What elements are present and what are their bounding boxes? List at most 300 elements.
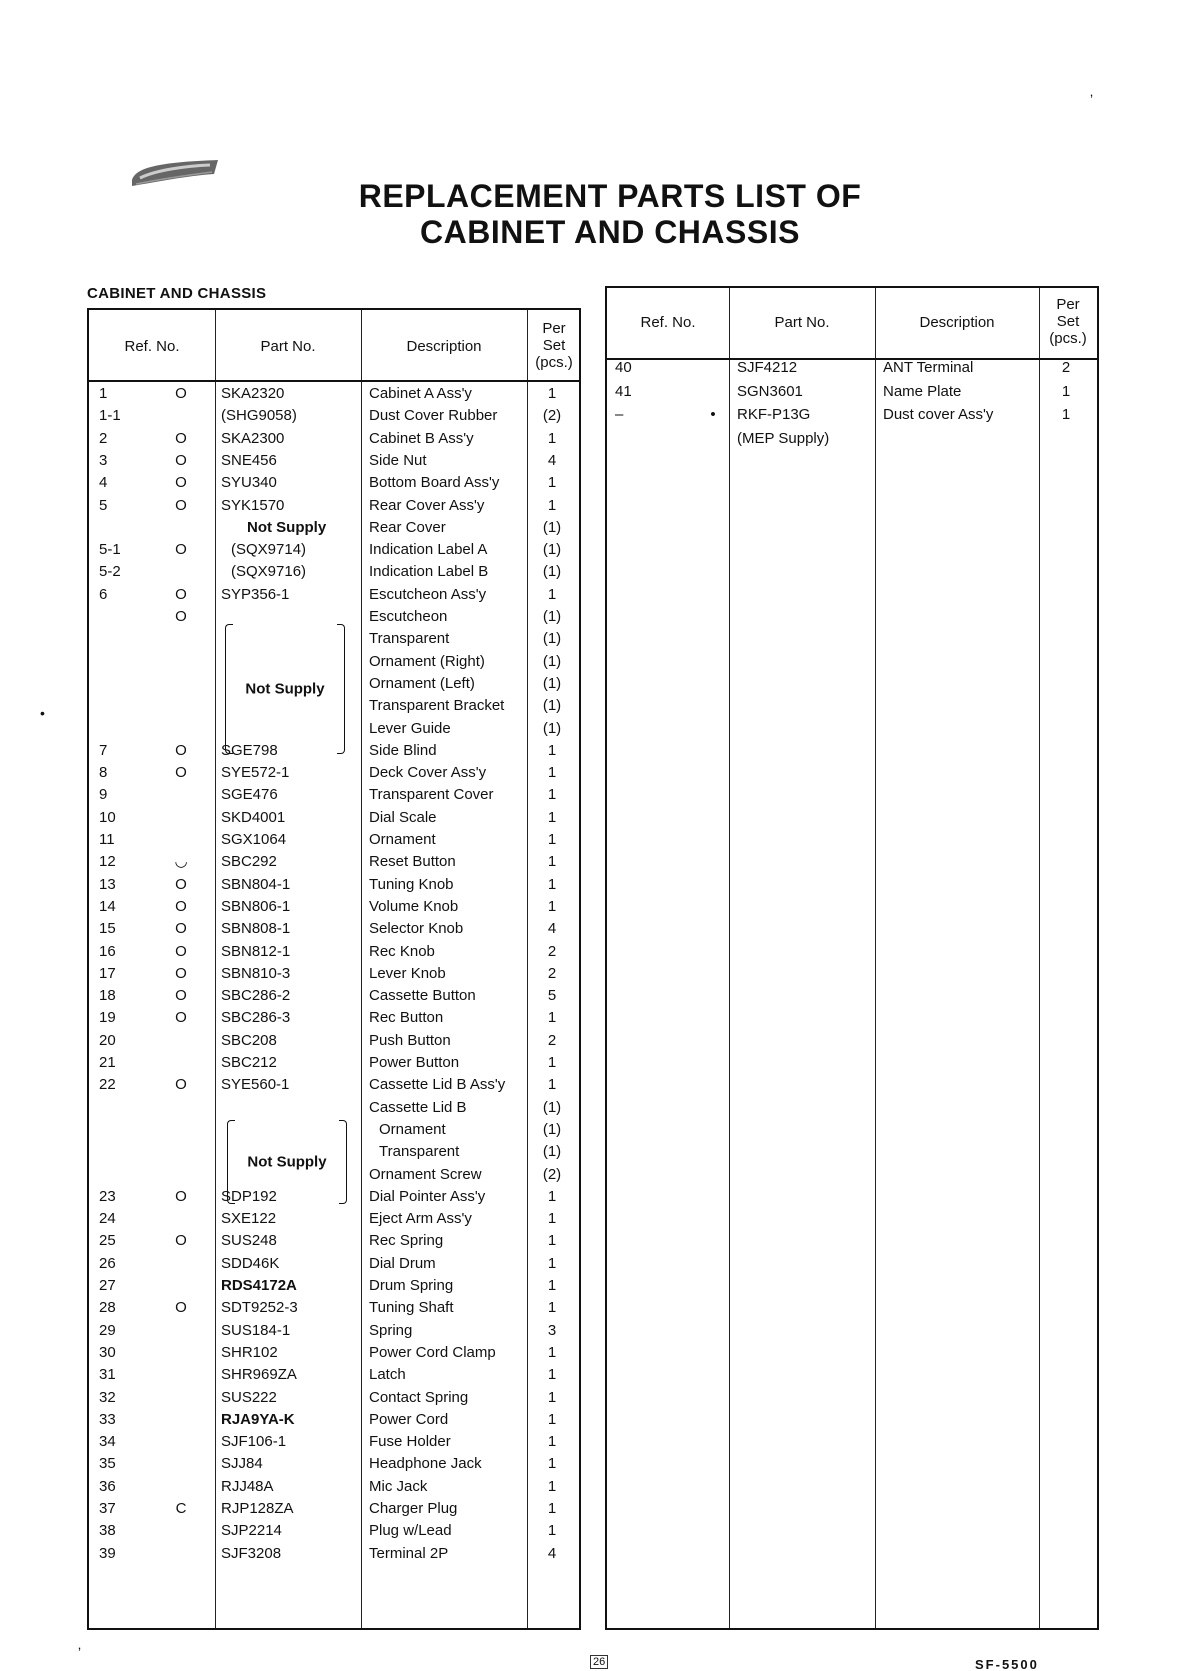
description: Rec Spring — [369, 1232, 444, 1250]
quantity: (1) — [542, 1120, 562, 1138]
not-supply-label: Not Supply — [245, 680, 325, 698]
description: Push Button — [369, 1031, 451, 1049]
supply-mark: O — [175, 1187, 187, 1205]
quantity: 1 — [547, 1522, 557, 1540]
part-no: SBN806-1 — [221, 897, 291, 915]
header-ref: Ref. No. — [124, 338, 180, 355]
part-no: RJJ48A — [221, 1477, 274, 1495]
table-row — [89, 1363, 579, 1387]
table-row — [89, 761, 579, 785]
header-part: Part No. — [260, 338, 316, 355]
table-row — [89, 404, 579, 428]
quantity: 1 — [547, 1009, 557, 1027]
description: Transparent — [379, 1143, 460, 1161]
supply-mark: O — [175, 429, 187, 447]
ref-no: 2 — [99, 429, 108, 447]
description: Drum Spring — [369, 1277, 454, 1294]
part-no: SBN808-1 — [221, 920, 291, 938]
quantity: 1 — [547, 831, 557, 848]
description: Selector Knob — [369, 920, 464, 938]
header-qty-line2: Set — [542, 337, 566, 354]
description: Headphone Jack — [369, 1455, 482, 1473]
part-no: SKA2300 — [221, 429, 285, 447]
supply-mark: O — [175, 942, 187, 960]
description: Escutcheon Ass'y — [369, 585, 487, 603]
ref-no: 4 — [99, 474, 108, 492]
ref-no: 35 — [99, 1455, 116, 1473]
description: Cassette Lid B Ass'y — [369, 1076, 506, 1094]
quantity: (1) — [542, 518, 562, 536]
part-no: SGX1064 — [221, 831, 287, 848]
description: ANT Terminal — [883, 359, 974, 376]
supply-mark: O — [175, 585, 187, 603]
quantity: 1 — [547, 1277, 557, 1294]
part-no: SYU340 — [221, 474, 277, 492]
ref-no: 28 — [99, 1299, 116, 1317]
title-line-1: REPLACEMENT PARTS LIST OF — [358, 178, 862, 214]
table-row — [89, 873, 579, 897]
description: Power Cord Clamp — [369, 1343, 496, 1361]
page-title — [300, 178, 920, 250]
description: Transparent Cover — [369, 786, 494, 804]
table-row — [607, 403, 1097, 427]
scan-mark: ʼ — [78, 1645, 82, 1661]
description: Latch — [369, 1366, 406, 1384]
not-supply-group-cassette-lid — [227, 1120, 347, 1204]
supply-mark: O — [175, 1076, 187, 1094]
supply-mark: O — [175, 964, 187, 982]
table-row — [89, 1207, 579, 1231]
quantity: 1 — [547, 875, 557, 893]
page-number: 26 — [590, 1655, 608, 1669]
quantity: 1 — [547, 786, 557, 804]
table-row — [89, 1497, 579, 1521]
description: Contact Spring — [369, 1388, 469, 1406]
header-desc: Description — [919, 314, 995, 331]
quantity: 5 — [547, 987, 557, 1005]
quantity: 1 — [547, 853, 557, 871]
ref-no: 8 — [99, 764, 108, 782]
quantity: 1 — [547, 897, 557, 915]
table-row — [89, 1475, 579, 1499]
part-no: SUS248 — [221, 1232, 277, 1250]
table-row — [89, 1386, 579, 1410]
ref-no: 26 — [99, 1254, 116, 1272]
title-line-2: CABINET AND CHASSIS — [420, 214, 800, 250]
description: Lever Knob — [369, 964, 446, 982]
table-row — [89, 1029, 579, 1053]
table-row — [89, 806, 579, 830]
ref-no: 12 — [99, 853, 116, 871]
quantity: 1 — [547, 474, 557, 492]
description: Dial Drum — [369, 1254, 436, 1272]
table-row — [89, 895, 579, 919]
ref-no: 7 — [99, 741, 108, 759]
part-no: SDP192 — [221, 1187, 277, 1205]
part-no: RKF-P13G — [737, 406, 811, 423]
ref-no: 1-1 — [99, 407, 121, 425]
description: Volume Knob — [369, 897, 459, 915]
description: Mic Jack — [369, 1477, 428, 1495]
part-no: SKA2320 — [221, 385, 285, 402]
quantity: 2 — [1061, 359, 1071, 376]
ref-no: 5-1 — [99, 541, 121, 559]
quantity: (1) — [542, 652, 562, 670]
quantity: (1) — [542, 541, 562, 559]
header-qty-line2: Set — [1056, 313, 1080, 330]
part-no: SBC292 — [221, 853, 277, 871]
part-no: SJF4212 — [737, 359, 798, 376]
header-desc: Description — [406, 338, 482, 355]
table-row — [89, 828, 579, 852]
quantity: 1 — [547, 1500, 557, 1517]
description: Rear Cover Ass'y — [369, 496, 485, 514]
table-row — [89, 1229, 579, 1253]
not-supply-label: Not Supply — [247, 1153, 327, 1171]
part-no: SGE798 — [221, 741, 278, 759]
description: Lever Guide — [369, 719, 451, 737]
description: Indication Label B — [369, 563, 489, 581]
ref-no: 21 — [99, 1054, 116, 1071]
supply-mark: O — [175, 920, 187, 938]
part-no: RJA9YA-K — [221, 1410, 295, 1428]
table-row — [89, 940, 579, 964]
description: Indication Label A — [369, 541, 488, 559]
ref-no: 23 — [99, 1187, 116, 1205]
header-ref: Ref. No. — [640, 314, 696, 331]
description: Ornament — [369, 831, 436, 848]
header-qty-line1: Per — [542, 320, 566, 337]
table-row — [89, 516, 579, 540]
quantity: 1 — [1061, 406, 1071, 423]
quantity: (1) — [542, 1143, 562, 1161]
ref-no: 1 — [99, 385, 108, 402]
description: Dial Pointer Ass'y — [369, 1187, 486, 1205]
description: Ornament — [379, 1120, 446, 1138]
table-row — [607, 356, 1097, 380]
part-no: SBN812-1 — [221, 942, 291, 960]
part-no: SYK1570 — [221, 496, 285, 514]
description: Tuning Shaft — [369, 1299, 454, 1317]
description: Side Nut — [369, 451, 427, 469]
ref-no: 5 — [99, 496, 108, 514]
ref-no: 20 — [99, 1031, 116, 1049]
supply-mark: O — [175, 608, 187, 625]
description: Ornament (Right) — [369, 652, 485, 670]
description: Power Button — [369, 1054, 460, 1071]
quantity: 4 — [547, 1544, 557, 1562]
table-row — [607, 380, 1097, 404]
quantity: 1 — [547, 1455, 557, 1473]
table-row — [89, 1006, 579, 1030]
table-row — [89, 427, 579, 451]
supply-mark: O — [175, 987, 187, 1005]
table-row — [89, 1519, 579, 1543]
table-row — [89, 1319, 579, 1343]
table-row — [89, 1096, 579, 1120]
quantity: 4 — [547, 451, 557, 469]
quantity: 1 — [1061, 382, 1071, 400]
ref-no: – — [615, 406, 624, 423]
part-no: SBN804-1 — [221, 875, 291, 893]
ref-no: 15 — [99, 920, 116, 938]
brand-logo — [126, 156, 226, 194]
supply-mark: O — [175, 496, 187, 514]
quantity: (1) — [542, 674, 562, 692]
part-no: SBC208 — [221, 1031, 277, 1049]
section-label: CABINET AND CHASSIS — [87, 285, 267, 302]
quantity: (1) — [542, 719, 562, 737]
quantity: 1 — [547, 1477, 557, 1495]
scan-mark: • — [40, 705, 45, 721]
supply-mark: O — [175, 764, 187, 782]
table-row — [89, 783, 579, 807]
ref-no: 31 — [99, 1366, 116, 1384]
table-row — [89, 1073, 579, 1097]
part-no: (SHG9058) — [221, 407, 297, 425]
part-no: SJP2214 — [221, 1522, 282, 1540]
quantity: 1 — [547, 1254, 557, 1272]
ref-no: 36 — [99, 1477, 116, 1495]
description: Dust Cover Rubber — [369, 407, 498, 425]
part-no: Not Supply — [247, 518, 327, 536]
quantity: 3 — [547, 1321, 557, 1339]
ref-no: 17 — [99, 964, 116, 982]
quantity: (1) — [542, 608, 562, 625]
description: Deck Cover Ass'y — [369, 764, 487, 782]
ref-no: 40 — [615, 359, 632, 376]
header-part: Part No. — [774, 314, 830, 331]
description: Side Blind — [369, 741, 437, 759]
ref-no: 13 — [99, 875, 116, 893]
supply-mark: O — [175, 741, 187, 759]
quantity: 1 — [547, 1232, 557, 1250]
ref-no: 22 — [99, 1076, 116, 1094]
part-no: SXE122 — [221, 1210, 277, 1228]
table-row — [89, 850, 579, 874]
table-row — [89, 560, 579, 584]
description: Name Plate — [883, 382, 962, 400]
quantity: 4 — [547, 920, 557, 938]
ref-no: 9 — [99, 786, 108, 804]
ref-no: 27 — [99, 1277, 116, 1294]
table-row — [89, 494, 579, 518]
description: Bottom Board Ass'y — [369, 474, 500, 492]
table-row — [89, 1430, 579, 1454]
scan-mark: ʼ — [1090, 92, 1094, 108]
quantity: (1) — [542, 1098, 562, 1116]
part-no: SHR102 — [221, 1343, 278, 1361]
description: Charger Plug — [369, 1500, 458, 1517]
description: Plug w/Lead — [369, 1522, 452, 1540]
description: Escutcheon — [369, 608, 448, 625]
header-qty-line1: Per — [1056, 296, 1080, 313]
description: Cassette Lid B — [369, 1098, 467, 1116]
supply-mark: O — [175, 474, 187, 492]
part-no: SYP356-1 — [221, 585, 290, 603]
table-row — [89, 471, 579, 495]
description: Rec Knob — [369, 942, 435, 960]
quantity: 1 — [547, 585, 557, 603]
quantity: (1) — [542, 697, 562, 715]
part-no: SJJ84 — [221, 1455, 263, 1473]
ref-no: 6 — [99, 585, 108, 603]
part-no: SBN810-3 — [221, 964, 291, 982]
description: Fuse Holder — [369, 1433, 451, 1451]
quantity: 1 — [547, 808, 557, 826]
not-supply-group-escutcheon — [225, 624, 345, 754]
part-no: RJP128ZA — [221, 1500, 294, 1517]
description: Ornament (Left) — [369, 674, 475, 692]
description: Cabinet B Ass'y — [369, 429, 474, 447]
supply-mark: O — [175, 1009, 187, 1027]
quantity: 1 — [547, 1366, 557, 1384]
supply-mark: O — [175, 875, 187, 893]
ref-no: 37 — [99, 1500, 116, 1517]
description: Reset Button — [369, 853, 456, 871]
quantity: 1 — [547, 1210, 557, 1228]
quantity: 1 — [547, 1410, 557, 1428]
part-no: SNE456 — [221, 451, 277, 469]
table-row — [89, 1408, 579, 1432]
table-row — [89, 1296, 579, 1320]
part-no: SYE572-1 — [221, 764, 290, 782]
quantity: (1) — [542, 563, 562, 581]
supply-mark: O — [175, 1232, 187, 1250]
table-row — [89, 1252, 579, 1276]
table-row — [89, 1452, 579, 1476]
part-no: SJF3208 — [221, 1544, 282, 1562]
description: Eject Arm Ass'y — [369, 1210, 472, 1228]
supply-mark: • — [710, 406, 716, 423]
quantity: 1 — [547, 1054, 557, 1071]
part-no: SUS184-1 — [221, 1321, 291, 1339]
table-row — [89, 1542, 579, 1566]
ref-no: 32 — [99, 1388, 116, 1406]
description: Transparent — [369, 630, 450, 648]
parts-table-right — [605, 286, 1099, 1630]
supply-mark: O — [175, 897, 187, 915]
footer-model-code: SF-5500 — [975, 1657, 1039, 1671]
quantity: 1 — [547, 1388, 557, 1406]
header-qty-line3: (pcs.) — [1049, 330, 1087, 347]
parts-table-left — [87, 308, 581, 1630]
description: Ornament Screw — [369, 1165, 482, 1183]
description: Dial Scale — [369, 808, 437, 826]
part-no: SGN3601 — [737, 382, 803, 400]
supply-mark: ◡ — [174, 853, 188, 871]
part-no: SKD4001 — [221, 808, 286, 826]
part-no: SHR969ZA — [221, 1366, 297, 1384]
quantity: 2 — [547, 942, 557, 960]
ref-no: 19 — [99, 1009, 116, 1027]
description: Transparent Bracket — [369, 697, 505, 715]
ref-no: 25 — [99, 1232, 116, 1250]
table-row — [89, 1341, 579, 1365]
table-row — [89, 538, 579, 562]
description: Terminal 2P — [369, 1544, 449, 1562]
ref-no: 16 — [99, 942, 116, 960]
ref-no: 38 — [99, 1522, 116, 1540]
ref-no: 10 — [99, 808, 116, 826]
description: Cabinet A Ass'y — [369, 385, 472, 402]
part-no: (SQX9714) — [231, 541, 307, 559]
quantity: (1) — [542, 630, 562, 648]
part-no: SDT9252-3 — [221, 1299, 298, 1317]
quantity: 1 — [547, 741, 557, 759]
ref-no: 39 — [99, 1544, 116, 1562]
supply-mark: C — [175, 1500, 187, 1517]
supply-mark: O — [175, 451, 187, 469]
part-no: SDD46K — [221, 1254, 280, 1272]
table-row — [89, 382, 579, 406]
header-qty — [527, 320, 581, 371]
description: Rear Cover — [369, 518, 446, 536]
table-row — [89, 1051, 579, 1075]
ref-no: 18 — [99, 987, 116, 1005]
ref-no: 24 — [99, 1210, 116, 1228]
description: Rec Button — [369, 1009, 444, 1027]
ref-no: 29 — [99, 1321, 116, 1339]
table-row — [607, 427, 1097, 451]
supply-mark: O — [175, 541, 187, 559]
ref-no: 30 — [99, 1343, 116, 1361]
table-row — [89, 917, 579, 941]
description: Tuning Knob — [369, 875, 454, 893]
header-qty-line3: (pcs.) — [535, 354, 573, 371]
quantity: 1 — [547, 764, 557, 782]
table-row — [89, 583, 579, 607]
ref-no: 11 — [99, 831, 115, 848]
description: Power Cord — [369, 1410, 449, 1428]
quantity: 1 — [547, 496, 557, 514]
quantity: 2 — [547, 1031, 557, 1049]
ref-no: 41 — [615, 382, 632, 400]
description: Spring — [369, 1321, 413, 1339]
quantity: 1 — [547, 1433, 557, 1451]
supply-mark: O — [175, 385, 187, 402]
ref-no: 14 — [99, 897, 116, 915]
part-no: (MEP Supply) — [737, 429, 830, 447]
quantity: (2) — [542, 407, 562, 425]
table-row — [89, 984, 579, 1008]
header-qty — [1039, 296, 1097, 347]
part-no: SGE476 — [221, 786, 278, 804]
quantity: 1 — [547, 385, 557, 402]
part-no: SBC286-2 — [221, 987, 291, 1005]
ref-no: 5-2 — [99, 563, 121, 581]
part-no: RDS4172A — [221, 1277, 297, 1294]
table-row — [89, 962, 579, 986]
ref-no: 34 — [99, 1433, 116, 1451]
description: Dust cover Ass'y — [883, 406, 994, 423]
table-row — [89, 1274, 579, 1298]
description: Cassette Button — [369, 987, 476, 1005]
table-row — [89, 449, 579, 473]
quantity: 1 — [547, 1299, 557, 1317]
quantity: 1 — [547, 1076, 557, 1094]
quantity: 1 — [547, 1187, 557, 1205]
part-no: SYE560-1 — [221, 1076, 290, 1094]
quantity: 1 — [547, 1343, 557, 1361]
ref-no: 33 — [99, 1410, 116, 1428]
ref-no: 3 — [99, 451, 108, 469]
part-no: SBC212 — [221, 1054, 277, 1071]
part-no: SUS222 — [221, 1388, 277, 1406]
quantity: (2) — [542, 1165, 562, 1183]
quantity: 2 — [547, 964, 557, 982]
part-no: (SQX9716) — [231, 563, 307, 581]
